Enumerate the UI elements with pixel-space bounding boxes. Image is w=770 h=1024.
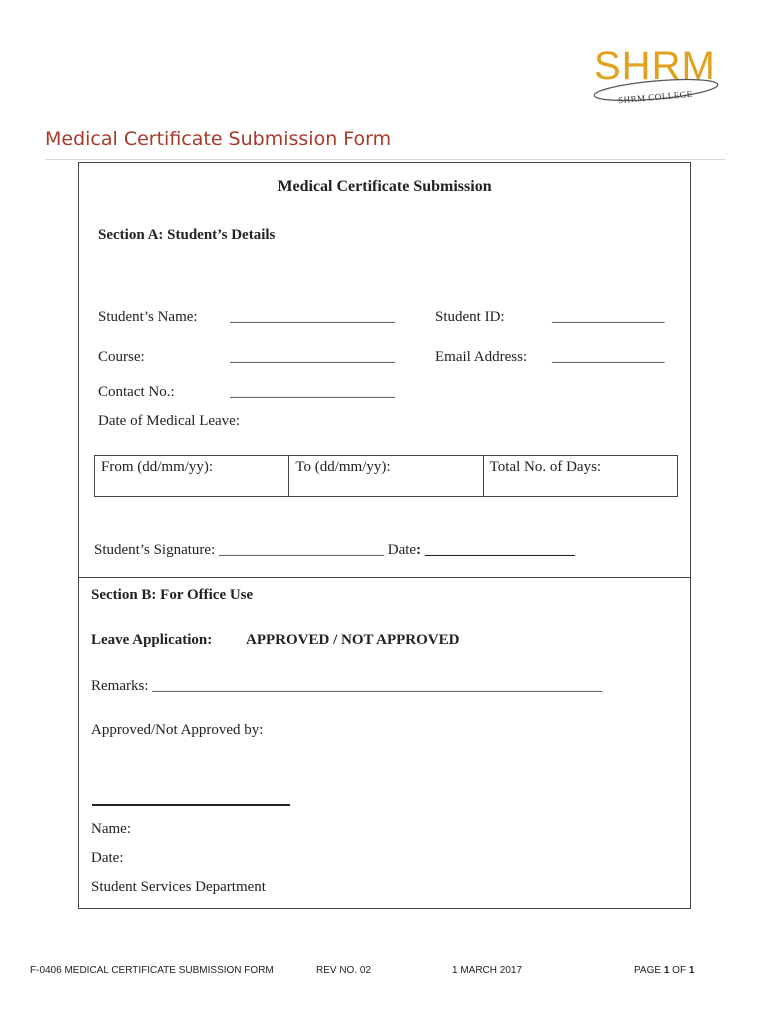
student-name-field[interactable]: ______________________ [230, 309, 395, 325]
remarks-field[interactable]: Remarks: ____________________________________________________________ [91, 678, 603, 694]
section-a-box [78, 162, 691, 579]
student-name-label: Student’s Name: [98, 309, 198, 325]
shrm-logo [586, 44, 726, 108]
section-a-title: Section A: Student’s Details [98, 227, 276, 243]
contact-label: Contact No.: [98, 384, 175, 400]
page-title: Medical Certificate Submission Form [45, 128, 392, 150]
to-date-cell[interactable]: To (dd/mm/yy): [289, 456, 483, 496]
section-b-box [78, 577, 691, 909]
contact-field[interactable]: ______________________ [230, 384, 395, 400]
footer-page-total: 1 [688, 965, 695, 976]
approved-by-label: Approved/Not Approved by: [91, 722, 264, 738]
approver-signature-line[interactable] [92, 804, 290, 806]
signature-line[interactable] [94, 542, 575, 559]
title-divider [45, 159, 725, 160]
form-heading: Medical Certificate Submission [277, 178, 492, 195]
leave-application-label: Leave Application: [91, 632, 213, 648]
footer-revision: REV NO. 02 [316, 965, 372, 976]
approver-date-label: Date: [91, 850, 124, 866]
leave-date-table [94, 455, 678, 497]
department-label: Student Services Department [91, 879, 266, 895]
from-date-cell[interactable]: From (dd/mm/yy): [95, 456, 289, 496]
signature-date-label: Date [387, 542, 417, 558]
course-field[interactable]: ______________________ [230, 349, 395, 365]
approver-name-label: Name: [91, 821, 131, 837]
footer-form-code: F-0406 MEDICAL CERTIFICATE SUBMISSION FORM [30, 965, 274, 976]
logo-brand: SHRM [594, 44, 716, 88]
leave-date-label: Date of Medical Leave: [98, 413, 241, 429]
course-label: Course: [98, 349, 145, 365]
email-label: Email Address: [435, 349, 528, 365]
student-id-field[interactable]: _______________ [552, 309, 665, 325]
signature-label: Student’s Signature: ______________________ [94, 542, 384, 558]
total-days-cell[interactable]: Total No. of Days: [489, 459, 602, 475]
leave-application-options[interactable]: APPROVED / NOT APPROVED [246, 632, 460, 648]
logo-subtitle: SHRM COLLEGE [617, 88, 694, 106]
footer-date: 1 MARCH 2017 [452, 965, 523, 976]
signature-date-field[interactable]: ____________________ [421, 542, 575, 558]
footer-page [634, 965, 694, 976]
student-id-label: Student ID: [435, 309, 505, 325]
signature-date-colon: : [416, 542, 422, 558]
footer-page-of: OF [669, 965, 689, 976]
footer-page-prefix: PAGE [634, 965, 664, 976]
footer-page-number: 1 [663, 965, 670, 976]
email-field[interactable]: _______________ [552, 349, 665, 365]
section-b-title: Section B: For Office Use [91, 587, 254, 603]
